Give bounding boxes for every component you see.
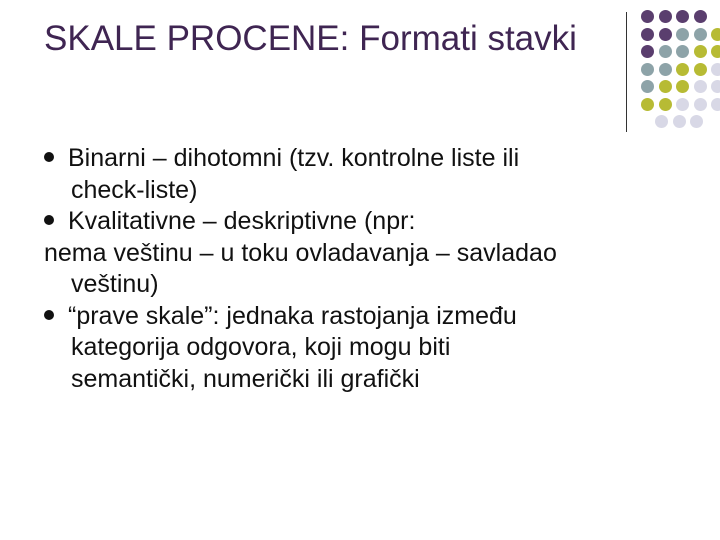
bullet-text: check-liste): [71, 175, 198, 204]
decorative-dot: [659, 80, 672, 93]
decorative-dot: [659, 98, 672, 111]
decorative-dot: [690, 115, 703, 128]
bullet-text: “prave skale”: jednaka rastojanja između: [68, 301, 517, 330]
decorative-dot: [641, 28, 654, 41]
bullet-text: veštinu): [71, 270, 159, 298]
bullet-text: semantički, numerički ili grafički: [71, 364, 420, 393]
bullet-continuation: [44, 332, 684, 364]
decorative-dot: [659, 28, 672, 41]
bullet-item: [44, 301, 684, 333]
decorative-dot: [659, 45, 672, 58]
decorative-dot: [694, 45, 707, 58]
bullet-item: [44, 206, 684, 238]
bullet-text: Binarni – dihotomni (tzv. kontrolne liste ili: [68, 144, 520, 172]
bullet-dot-icon: [44, 152, 54, 162]
decorative-dot: [676, 98, 689, 111]
decorative-dot: [676, 63, 689, 76]
decorative-dot: [673, 115, 686, 128]
decorative-dot: [659, 10, 672, 23]
bullet-continuation: [44, 175, 684, 207]
decorative-dot: [676, 45, 689, 58]
decorative-dot: [711, 28, 720, 41]
bullet-continuation: [44, 238, 684, 270]
decorative-dot: [641, 45, 654, 58]
decorative-dot: [655, 115, 668, 128]
decorative-dot: [711, 45, 720, 58]
decorative-dot: [659, 63, 672, 76]
decorative-dot: [694, 98, 707, 111]
decorative-dot: [711, 63, 720, 76]
decorative-dot: [711, 80, 720, 93]
bullet-text: kategorija odgovora, koji mogu biti: [71, 333, 451, 361]
decorative-dot: [694, 63, 707, 76]
bullet-dot-icon: [44, 310, 54, 320]
decorative-dot: [641, 10, 654, 23]
decorative-dot: [694, 28, 707, 41]
bullet-dot-icon: [44, 215, 54, 225]
bullet-continuation: [44, 269, 684, 301]
decorative-dot-grid: [0, 0, 720, 140]
bullet-text: nema veštinu – u toku ovladavanja – savladao: [44, 238, 557, 267]
bullet-text: Kvalitativne – deskriptivne (npr:: [68, 207, 416, 235]
bullet-continuation: [44, 364, 684, 396]
decorative-dot: [676, 10, 689, 23]
decorative-dot: [641, 98, 654, 111]
slide-body: [44, 143, 684, 395]
decorative-dot: [641, 80, 654, 93]
decorative-dot: [711, 98, 720, 111]
decorative-dot: [694, 10, 707, 23]
bullet-item: [44, 143, 684, 175]
decorative-dot: [676, 28, 689, 41]
slide-title: SKALE PROCENE: Formati stavki: [44, 19, 577, 58]
decorative-dot: [694, 80, 707, 93]
decorative-dot: [641, 63, 654, 76]
decorative-dot: [676, 80, 689, 93]
